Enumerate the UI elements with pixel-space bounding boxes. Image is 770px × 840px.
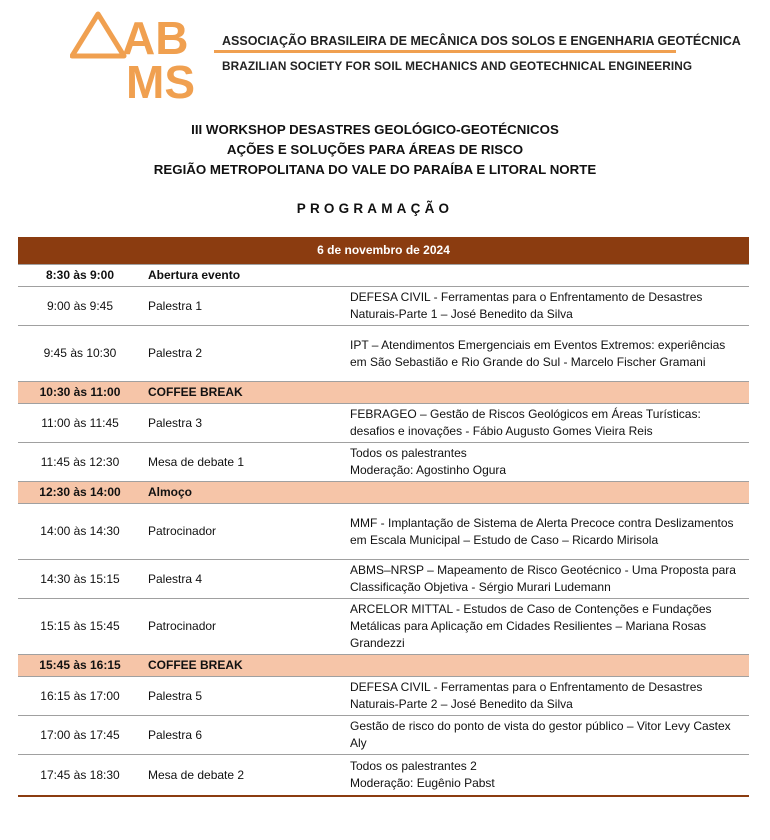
session-desc: DEFESA CIVIL - Ferramentas para o Enfrentamento de Desastres Naturais-Parte 2 – José Benedito da Silva: [344, 677, 749, 716]
logo-text-bottom: MS: [126, 56, 195, 100]
session-desc: [344, 265, 749, 287]
table-row: [18, 716, 749, 755]
org-name-pt: ASSOCIAÇÃO BRASILEIRA DE MECÂNICA DOS SOLOS E ENGENHARIA GEOTÉCNICA: [222, 34, 741, 48]
time-cell: 9:45 às 10:30: [18, 326, 142, 382]
time-cell: 11:45 às 12:30: [18, 443, 142, 482]
title-line-1: III WORKSHOP DESASTRES GEOLÓGICO-GEOTÉCNICOS: [191, 122, 559, 137]
table-row: [18, 287, 749, 326]
moderator-line: Moderação: Eugênio Pabst: [350, 776, 495, 790]
time-cell: 12:30 às 14:00: [18, 482, 142, 504]
time-cell: 15:45 às 16:15: [18, 655, 142, 677]
session-type: COFFEE BREAK: [142, 655, 344, 677]
time-cell: 14:30 às 15:15: [18, 560, 142, 599]
time-cell: 17:45 às 18:30: [18, 755, 142, 797]
session-desc: MMF - Implantação de Sistema de Alerta Precoce contra Deslizamentos em Escala Municipal – Estudo de Caso – Ricardo Mirisola: [344, 504, 749, 560]
time-cell: 17:00 às 17:45: [18, 716, 142, 755]
session-desc: [344, 655, 749, 677]
session-desc: ARCELOR MITTAL - Estudos de Caso de Contenções e Fundações Metálicas para Aplicação em Cidades Resilientes – Mariana Rosas Grandezzi: [344, 599, 749, 655]
schedule-table: [18, 237, 749, 797]
table-row: [18, 755, 749, 797]
session-desc: FEBRAGEO – Gestão de Riscos Geológicos em Áreas Turísticas: desafios e inovações - Fábio Augusto Gomes Vieira Reis: [344, 404, 749, 443]
table-row: [18, 677, 749, 716]
desc-line: Todos os palestrantes: [350, 446, 467, 460]
session-type: Almoço: [142, 482, 344, 504]
title-line-2: AÇÕES E SOLUÇÕES PARA ÁREAS DE RISCO: [226, 142, 524, 157]
session-type: Palestra 4: [142, 560, 344, 599]
session-type: Mesa de debate 1: [142, 443, 344, 482]
time-cell: 15:15 às 15:45: [18, 599, 142, 655]
time-cell: 9:00 às 9:45: [18, 287, 142, 326]
session-type: Palestra 1: [142, 287, 344, 326]
session-desc: [344, 382, 749, 404]
lunch-row: [18, 482, 749, 504]
session-desc: ABMS–NRSP – Mapeamento de Risco Geotécnico - Uma Proposta para Classificação Objetiva - Sérgio Murari Ludemann: [344, 560, 749, 599]
session-desc: DEFESA CIVIL - Ferramentas para o Enfrentamento de Desastres Naturais-Parte 1 – José Benedito da Silva: [344, 287, 749, 326]
table-row: [18, 443, 749, 482]
table-row: [18, 404, 749, 443]
session-desc: IPT – Atendimentos Emergenciais em Eventos Extremos: experiências em São Sebastião e Rio Grande do Sul - Marcelo Fischer Gramani: [344, 326, 749, 382]
table-row: [18, 560, 749, 599]
coffee-break-row: [18, 382, 749, 404]
session-type: Patrocinador: [142, 504, 344, 560]
session-type: Mesa de debate 2: [142, 755, 344, 797]
session-type: COFFEE BREAK: [142, 382, 344, 404]
moderator-line: Moderação: Agostinho Ogura: [350, 463, 507, 477]
session-type: Palestra 3: [142, 404, 344, 443]
logo-text-top: AB: [122, 12, 189, 64]
time-cell: 16:15 às 17:00: [18, 677, 142, 716]
session-desc: [344, 755, 749, 797]
session-type: Palestra 2: [142, 326, 344, 382]
event-titles: [0, 120, 750, 180]
date-label: 6 de novembro de 2024: [18, 237, 749, 265]
org-divider: [214, 50, 676, 53]
coffee-break-row: [18, 655, 749, 677]
desc-line: Todos os palestrantes 2: [350, 759, 477, 773]
time-cell: 14:00 às 14:30: [18, 504, 142, 560]
abms-logo: [70, 10, 220, 100]
date-header-row: [18, 237, 749, 265]
session-type: Palestra 6: [142, 716, 344, 755]
session-type: Abertura evento: [142, 265, 344, 287]
org-name-en: BRAZILIAN SOCIETY FOR SOIL MECHANICS AND GEOTECHNICAL ENGINEERING: [222, 59, 693, 73]
table-row: [18, 265, 749, 287]
session-type: Palestra 5: [142, 677, 344, 716]
session-desc: [344, 443, 749, 482]
programacao-heading: PROGRAMAÇÃO: [296, 201, 454, 216]
time-cell: 8:30 às 9:00: [18, 265, 142, 287]
session-desc: Gestão de risco do ponto de vista do gestor público – Vitor Levy Castex Aly: [344, 716, 749, 755]
table-row: [18, 326, 749, 382]
session-desc: [344, 482, 749, 504]
table-row: [18, 504, 749, 560]
time-cell: 11:00 às 11:45: [18, 404, 142, 443]
time-cell: 10:30 às 11:00: [18, 382, 142, 404]
session-type: Patrocinador: [142, 599, 344, 655]
title-line-3: REGIÃO METROPOLITANA DO VALE DO PARAÍBA E LITORAL NORTE: [153, 162, 597, 177]
table-row: [18, 599, 749, 655]
